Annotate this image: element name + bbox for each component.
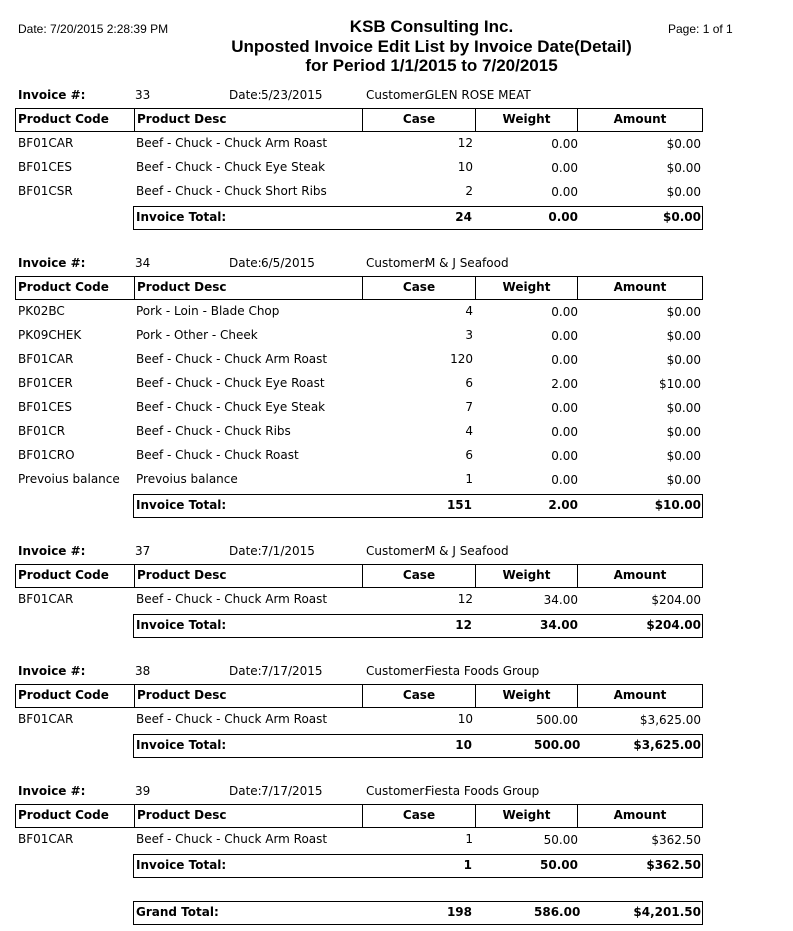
product-desc: Beef - Chuck - Chuck Arm Roast (136, 712, 328, 726)
invoice-date: 7/17/2015 (261, 664, 323, 678)
case-value: 3 (465, 328, 473, 342)
report-period: for Period 1/1/2015 to 7/20/2015 (305, 56, 558, 75)
line-item-row (0, 324, 793, 348)
col-case: Case (402, 688, 436, 702)
customer-label: Customer: (366, 88, 429, 102)
amount-value: $0.00 (666, 449, 701, 463)
invoice-number-label: Invoice #: (18, 784, 86, 798)
amount-value: $362.50 (651, 833, 701, 847)
col-weight: Weight (502, 280, 551, 294)
weight-value: 0.00 (551, 161, 578, 175)
invoice-number: 33 (135, 88, 151, 102)
line-item-row (0, 828, 793, 852)
line-item-row (0, 708, 793, 732)
col-product-code: Product Code (18, 280, 109, 294)
invoice-total-case: 1 (463, 858, 472, 872)
column-divider (134, 685, 135, 707)
column-header-row (15, 564, 703, 588)
case-value: 7 (465, 400, 473, 414)
product-desc: Prevoius balance (136, 472, 238, 486)
col-case: Case (402, 112, 436, 126)
weight-value: 0.00 (551, 305, 578, 319)
col-product-code: Product Code (18, 808, 109, 822)
product-code: BF01CAR (18, 592, 74, 606)
product-code: BF01CRO (18, 448, 75, 462)
case-value: 1 (465, 472, 473, 486)
col-weight: Weight (502, 112, 551, 126)
invoice-total-row (133, 614, 703, 638)
product-desc: Beef - Chuck - Chuck Roast (136, 448, 299, 462)
weight-value: 500.00 (536, 713, 578, 727)
line-item-row (0, 372, 793, 396)
invoice-total-amount: $3,625.00 (633, 738, 701, 752)
product-code: BF01CSR (18, 184, 73, 198)
col-product-desc: Product Desc (137, 688, 227, 702)
invoice-total-weight: 0.00 (548, 210, 578, 224)
case-value: 1 (465, 832, 473, 846)
weight-value: 0.00 (551, 401, 578, 415)
case-value: 10 (457, 712, 473, 726)
invoice-number-label: Invoice #: (18, 88, 86, 102)
product-code: Prevoius balance (18, 472, 120, 486)
product-desc: Pork - Loin - Blade Chop (136, 304, 280, 318)
grand-total-amount: $4,201.50 (633, 905, 701, 919)
report-title: Unposted Invoice Edit List by Invoice Date(Detail) (231, 37, 632, 56)
col-amount: Amount (613, 112, 667, 126)
invoice-date-label: Date: (229, 88, 262, 102)
invoice-total-case: 10 (455, 738, 472, 752)
col-weight: Weight (502, 808, 551, 822)
invoice-total-label: Invoice Total: (136, 498, 227, 512)
col-amount: Amount (613, 280, 667, 294)
invoice-date: 6/5/2015 (261, 256, 315, 270)
product-desc: Beef - Chuck - Chuck Eye Steak (136, 400, 326, 414)
invoice-total-amount: $0.00 (663, 210, 701, 224)
line-item-row (0, 300, 793, 324)
invoice-total-row (133, 494, 703, 518)
case-value: 4 (465, 304, 473, 318)
invoice-total-row (133, 206, 703, 230)
customer-label: Customer: (366, 256, 429, 270)
col-product-code: Product Code (18, 568, 109, 582)
product-desc: Beef - Chuck - Chuck Eye Steak (136, 160, 326, 174)
col-product-desc: Product Desc (137, 280, 227, 294)
line-item-row (0, 156, 793, 180)
case-value: 6 (465, 376, 473, 390)
invoice-total-weight: 2.00 (548, 498, 578, 512)
weight-value: 34.00 (543, 593, 578, 607)
amount-value: $0.00 (666, 353, 701, 367)
customer-label: Customer: (366, 784, 429, 798)
column-divider (134, 277, 135, 299)
weight-value: 0.00 (551, 329, 578, 343)
col-amount: Amount (613, 568, 667, 582)
invoice-total-weight: 34.00 (540, 618, 578, 632)
grand-total-weight: 586.00 (534, 905, 581, 919)
column-header-row (15, 684, 703, 708)
amount-value: $0.00 (666, 137, 701, 151)
line-item-row (0, 396, 793, 420)
customer-label: Customer: (366, 544, 429, 558)
product-desc: Beef - Chuck - Chuck Eye Roast (136, 376, 325, 390)
column-header-row (15, 804, 703, 828)
case-value: 12 (457, 136, 473, 150)
line-item-row (0, 420, 793, 444)
company-name: KSB Consulting Inc. (349, 17, 514, 36)
column-divider (134, 565, 135, 587)
invoice-total-weight: 50.00 (540, 858, 578, 872)
invoice-total-case: 12 (455, 618, 472, 632)
product-code: BF01CAR (18, 832, 74, 846)
case-value: 12 (457, 592, 473, 606)
column-divider (134, 805, 135, 827)
amount-value: $0.00 (666, 401, 701, 415)
weight-value: 0.00 (551, 449, 578, 463)
col-amount: Amount (613, 808, 667, 822)
col-case: Case (402, 568, 436, 582)
invoice-number: 38 (135, 664, 151, 678)
amount-value: $0.00 (666, 329, 701, 343)
invoice-number: 34 (135, 256, 151, 270)
case-value: 10 (457, 160, 473, 174)
customer-name: GLEN ROSE MEAT (425, 88, 531, 102)
customer-name: Fiesta Foods Group (425, 664, 540, 678)
invoice-date-label: Date: (229, 256, 262, 270)
col-product-code: Product Code (18, 112, 109, 126)
product-code: BF01CAR (18, 136, 74, 150)
report-run-date: Date: 7/20/2015 2:28:39 PM (18, 22, 169, 36)
amount-value: $0.00 (666, 185, 701, 199)
col-amount: Amount (613, 688, 667, 702)
amount-value: $204.00 (651, 593, 701, 607)
line-item-row (0, 468, 793, 492)
invoice-date: 7/17/2015 (261, 784, 323, 798)
weight-value: 50.00 (543, 833, 578, 847)
invoice-date: 5/23/2015 (261, 88, 323, 102)
product-code: PK09CHEK (18, 328, 82, 342)
amount-value: $0.00 (666, 305, 701, 319)
product-desc: Pork - Other - Cheek (136, 328, 258, 342)
invoice-date: 7/1/2015 (261, 544, 315, 558)
col-product-desc: Product Desc (137, 112, 227, 126)
col-case: Case (402, 280, 436, 294)
invoice-date-label: Date: (229, 664, 262, 678)
product-desc: Beef - Chuck - Chuck Arm Roast (136, 832, 328, 846)
product-desc: Beef - Chuck - Chuck Arm Roast (136, 136, 328, 150)
product-code: BF01CAR (18, 352, 74, 366)
case-value: 120 (450, 352, 473, 366)
invoice-total-label: Invoice Total: (136, 618, 227, 632)
invoice-number-label: Invoice #: (18, 664, 86, 678)
product-code: PK02BC (18, 304, 65, 318)
amount-value: $0.00 (666, 425, 701, 439)
amount-value: $3,625.00 (639, 713, 701, 727)
weight-value: 0.00 (551, 137, 578, 151)
col-case: Case (402, 808, 436, 822)
case-value: 4 (465, 424, 473, 438)
invoice-total-row (133, 854, 703, 878)
grand-total-case: 198 (446, 905, 472, 919)
product-code: BF01CR (18, 424, 66, 438)
amount-value: $0.00 (666, 161, 701, 175)
column-header-row (15, 108, 703, 132)
product-desc: Beef - Chuck - Chuck Arm Roast (136, 352, 328, 366)
invoice-total-label: Invoice Total: (136, 210, 227, 224)
weight-value: 0.00 (551, 425, 578, 439)
line-item-row (0, 444, 793, 468)
invoice-number-label: Invoice #: (18, 544, 86, 558)
page-number: Page: 1 of 1 (668, 22, 733, 36)
col-weight: Weight (502, 568, 551, 582)
invoice-total-amount: $10.00 (654, 498, 701, 512)
grand-total-label: Grand Total: (136, 905, 219, 919)
line-item-row (0, 180, 793, 204)
invoice-number-label: Invoice #: (18, 256, 86, 270)
case-value: 6 (465, 448, 473, 462)
weight-value: 0.00 (551, 353, 578, 367)
invoice-total-amount: $362.50 (646, 858, 701, 872)
customer-name: M & J Seafood (425, 256, 509, 270)
invoice-number: 39 (135, 784, 151, 798)
invoice-total-case: 24 (455, 210, 472, 224)
product-desc: Beef - Chuck - Chuck Short Ribs (136, 184, 327, 198)
amount-value: $10.00 (659, 377, 701, 391)
invoice-total-weight: 500.00 (534, 738, 581, 752)
invoice-number: 37 (135, 544, 151, 558)
line-item-row (0, 348, 793, 372)
weight-value: 0.00 (551, 473, 578, 487)
invoice-total-row (133, 734, 703, 758)
grand-total-row (133, 901, 703, 925)
customer-label: Customer: (366, 664, 429, 678)
product-desc: Beef - Chuck - Chuck Ribs (136, 424, 291, 438)
case-value: 2 (465, 184, 473, 198)
col-product-desc: Product Desc (137, 568, 227, 582)
customer-name: M & J Seafood (425, 544, 509, 558)
product-desc: Beef - Chuck - Chuck Arm Roast (136, 592, 328, 606)
invoice-total-case: 151 (446, 498, 472, 512)
product-code: BF01CES (18, 160, 72, 174)
invoice-date-label: Date: (229, 784, 262, 798)
invoice-date-label: Date: (229, 544, 262, 558)
col-product-desc: Product Desc (137, 808, 227, 822)
customer-name: Fiesta Foods Group (425, 784, 540, 798)
amount-value: $0.00 (666, 473, 701, 487)
col-weight: Weight (502, 688, 551, 702)
line-item-row (0, 588, 793, 612)
invoice-total-amount: $204.00 (646, 618, 701, 632)
column-divider (134, 109, 135, 131)
line-item-row (0, 132, 793, 156)
weight-value: 2.00 (551, 377, 578, 391)
product-code: BF01CER (18, 376, 73, 390)
product-code: BF01CES (18, 400, 72, 414)
weight-value: 0.00 (551, 185, 578, 199)
col-product-code: Product Code (18, 688, 109, 702)
invoice-total-label: Invoice Total: (136, 858, 227, 872)
product-code: BF01CAR (18, 712, 74, 726)
column-header-row (15, 276, 703, 300)
invoice-total-label: Invoice Total: (136, 738, 227, 752)
